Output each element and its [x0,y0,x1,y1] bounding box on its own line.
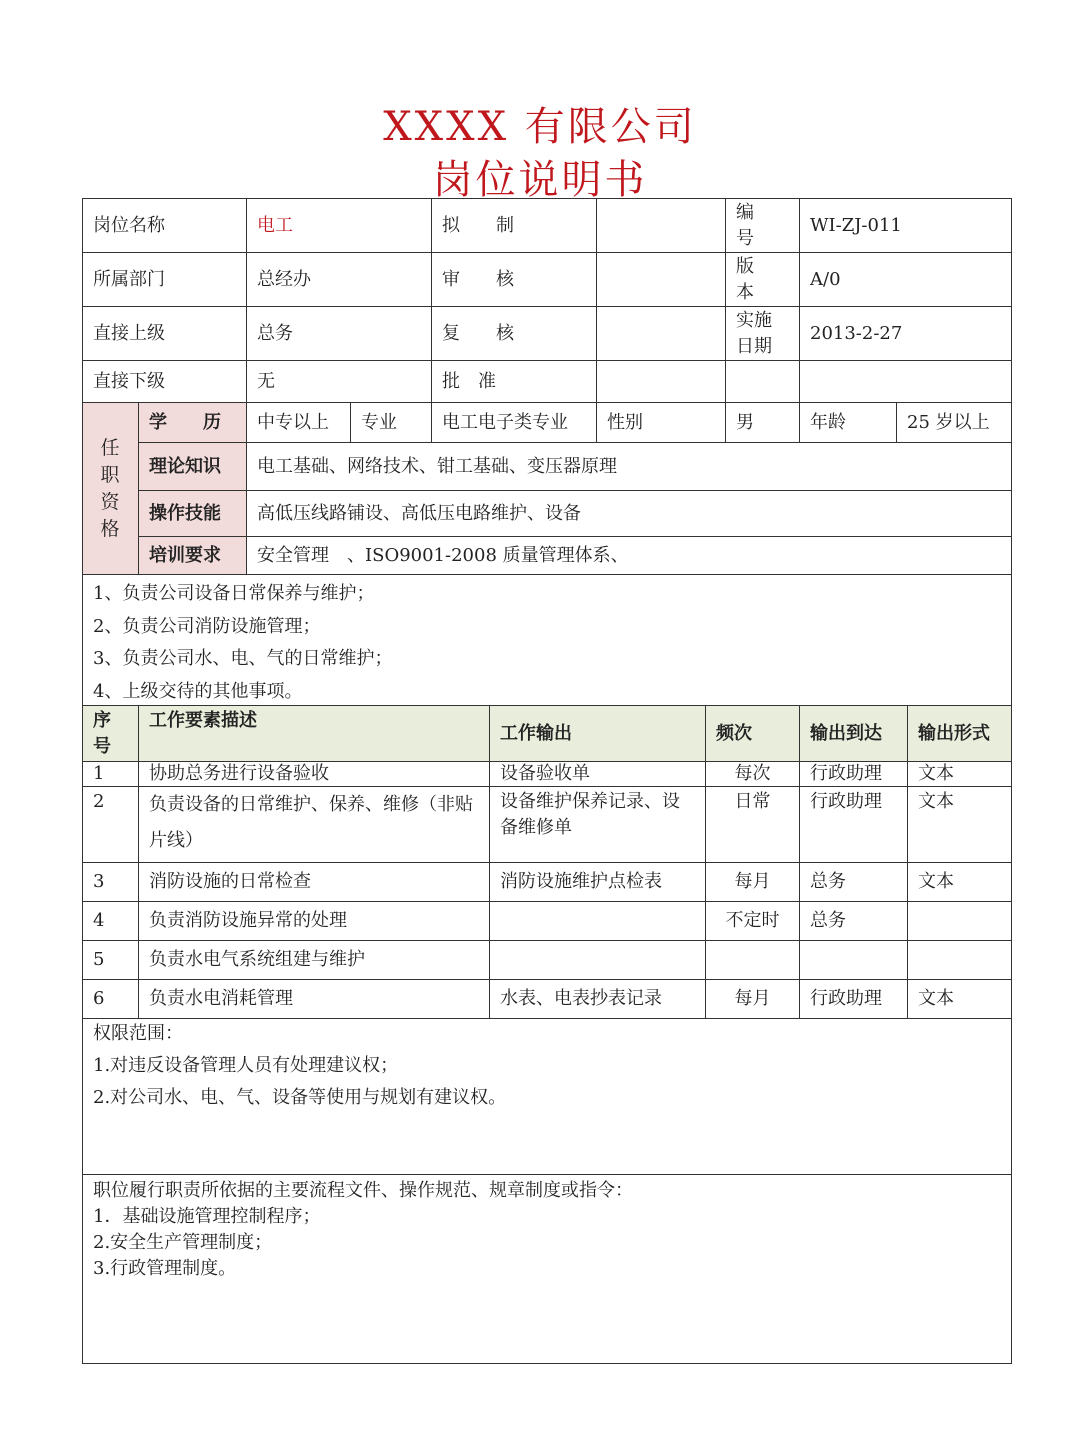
version-label: 版本 [725,252,800,307]
table-row-destination: 总务 [799,862,908,902]
subordinate-value: 无 [246,360,432,403]
table-row-frequency: 不定时 [705,901,800,941]
table-row-no: 2 [82,786,139,863]
age-label: 年龄 [799,402,897,443]
authority-item: 1.对违反设备管理人员有处理建议权； [93,1055,399,1076]
table-header-no: 序号 [82,705,139,762]
table-row-desc: 负责水电气系统组建与维护 [138,940,490,980]
table-row-destination: 行政助理 [799,979,908,1019]
major-value: 电工电子类专业 [431,402,597,443]
basis-item: 2.安全生产管理制度； [93,1232,273,1253]
table-row-desc: 负责水电消耗管理 [138,979,490,1019]
training-value: 安全管理 、ISO9001-2008 质量管理体系、 [246,536,1012,575]
qualification-section-label: 任职资格 [82,402,139,575]
table-row-output: 设备验收单 [489,761,706,787]
superior-value: 总务 [246,306,432,361]
table-row-output: 设备维护保养记录、设备维修单 [489,786,706,863]
empty-cell [725,360,800,403]
subordinate-label: 直接下级 [82,360,247,403]
table-row-desc: 消防设施的日常检查 [138,862,490,902]
version-value: A/0 [799,252,1012,307]
table-row-output [489,901,706,941]
authority-title: 权限范围： [93,1023,183,1044]
table-row-frequency: 每月 [705,862,800,902]
table-row-output: 消防设施维护点检表 [489,862,706,902]
skill-value: 高低压线路铺设、高低压电路维护、设备 [246,490,1012,537]
review-value [596,252,726,307]
table-row-desc: 负责消防设施异常的处理 [138,901,490,941]
duty-item: 3、负责公司水、电、气的日常维护； [93,648,393,669]
table-row-desc: 负责设备的日常维护、保养、维修（非贴片线） [138,786,490,863]
table-row-output [489,940,706,980]
table-row-desc: 协助总务进行设备验收 [138,761,490,787]
training-label: 培训要求 [138,536,247,575]
date-value: 2013-2-27 [799,306,1012,361]
table-header-form: 输出形式 [907,705,1012,762]
company-name: XXXX 有限公司 [383,104,697,150]
table-header-frequency: 频次 [705,705,800,762]
duty-item: 2、负责公司消防设施管理； [93,616,321,637]
basis-title: 职位履行职责所依据的主要流程文件、操作规范、规章制度或指令： [93,1180,633,1201]
table-row-no: 5 [82,940,139,980]
table-row-no: 4 [82,901,139,941]
table-row-form: 文本 [907,979,1012,1019]
table-row-destination: 行政助理 [799,786,908,863]
basis-item: 1．基础设施管理控制程序； [93,1206,321,1227]
draft-label: 拟 制 [431,198,597,253]
duty-item: 1、负责公司设备日常保养与维护； [93,583,375,604]
approve-label: 批 准 [431,360,597,403]
duties-section [82,574,1012,706]
table-row-destination [799,940,908,980]
authority-item: 2.对公司水、电、气、设备等使用与规划有建议权。 [93,1087,507,1108]
theory-value: 电工基础、网络技术、钳工基础、变压器原理 [246,442,1012,491]
table-row-form: 文本 [907,786,1012,863]
theory-label: 理论知识 [138,442,247,491]
recheck-value [596,306,726,361]
table-header-output: 工作输出 [489,705,706,762]
table-row-destination: 总务 [799,901,908,941]
department-value: 总经办 [246,252,432,307]
table-row-frequency: 每次 [705,761,800,787]
date-label: 实施日期 [725,306,800,361]
document-title: 岗位说明书 [432,157,648,203]
table-row-frequency: 每月 [705,979,800,1019]
superior-label: 直接上级 [82,306,247,361]
table-row-form: 文本 [907,761,1012,787]
draft-value [596,198,726,253]
major-label: 专业 [350,402,432,443]
position-value: 电工 [246,198,432,253]
table-row-output: 水表、电表抄表记录 [489,979,706,1019]
review-label: 审 核 [431,252,597,307]
gender-value: 男 [725,402,800,443]
skill-label: 操作技能 [138,490,247,537]
table-row-frequency: 日常 [705,786,800,863]
department-label: 所属部门 [82,252,247,307]
table-row-form [907,901,1012,941]
gender-label: 性别 [596,402,726,443]
table-row-destination: 行政助理 [799,761,908,787]
table-row-no: 3 [82,862,139,902]
basis-section [82,1174,1012,1364]
number-label: 编号 [725,198,800,253]
table-header-destination: 输出到达 [799,705,908,762]
number-value: WI-ZJ-011 [799,198,1012,253]
table-row-form: 文本 [907,862,1012,902]
basis-item: 3.行政管理制度。 [93,1258,237,1279]
education-label: 学 历 [138,402,247,443]
authority-section [82,1018,1012,1175]
position-label: 岗位名称 [82,198,247,253]
table-row-frequency [705,940,800,980]
recheck-label: 复 核 [431,306,597,361]
duty-item: 4、上级交待的其他事项。 [93,681,303,702]
table-row-no: 6 [82,979,139,1019]
education-value: 中专以上 [246,402,351,443]
age-value: 25 岁以上 [896,402,1012,443]
table-header-desc: 工作要素描述 [138,705,490,762]
empty-cell [799,360,1012,403]
table-row-no: 1 [82,761,139,787]
approve-value [596,360,726,403]
table-row-form [907,940,1012,980]
